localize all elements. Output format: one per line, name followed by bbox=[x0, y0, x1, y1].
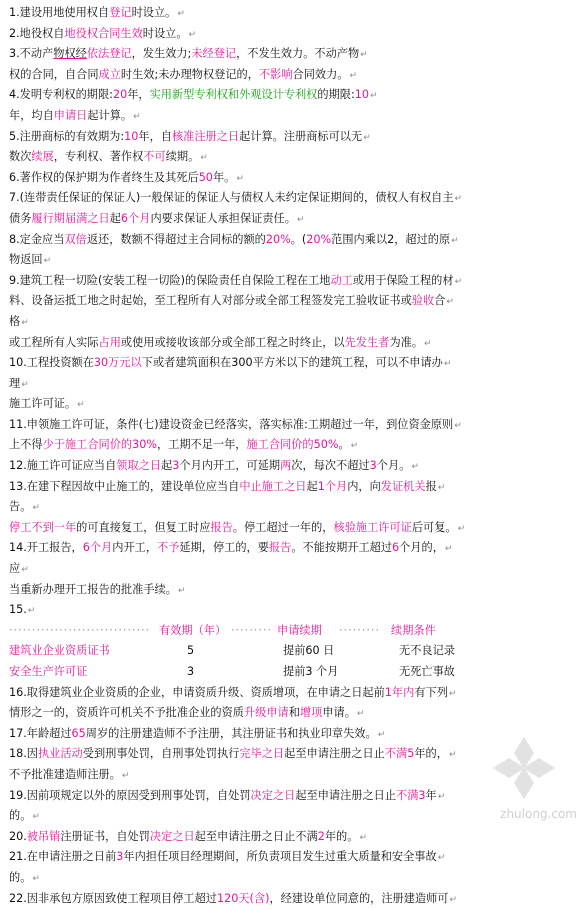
text-line bbox=[9, 456, 579, 477]
highlight-text: 决定之日 bbox=[149, 829, 195, 843]
text-segment: 的可直接复工，但复工时应 bbox=[76, 520, 211, 534]
highlight-text: 领取之日 bbox=[116, 459, 162, 473]
paragraph-mark-icon: ↵ bbox=[377, 729, 386, 740]
text-segment: 18.因 bbox=[9, 747, 38, 761]
highlight-text: 地役权合同生效 bbox=[64, 26, 143, 40]
highlight-text: 决定之日 bbox=[250, 788, 296, 802]
cell-cert-name: 建筑业企业资质证书 bbox=[9, 644, 110, 658]
highlight-text: 个月 bbox=[324, 479, 348, 493]
text-segment: 300 bbox=[231, 356, 253, 370]
header-condition: 续期条件 bbox=[391, 623, 436, 637]
text-line bbox=[9, 353, 579, 374]
text-segment: 物权经 bbox=[53, 47, 87, 61]
highlight-text: 50 bbox=[198, 170, 213, 184]
highlight-text: 不予 bbox=[157, 541, 180, 555]
paragraph-mark-icon: ↵ bbox=[454, 276, 463, 287]
highlight-text: 动工 bbox=[330, 273, 353, 287]
text-segment: 当重新办理开工报告的批准手续。 bbox=[9, 582, 177, 596]
text-segment: 19.因前项规定以外的原因受到刑事处罚，自处罚 bbox=[9, 788, 251, 802]
text-segment: ，不发生效力。不动产物 bbox=[236, 47, 360, 61]
paragraph-mark-icon: ↵ bbox=[443, 359, 452, 370]
text-segment: 格 bbox=[9, 314, 21, 328]
paragraph-mark-icon: ↵ bbox=[133, 111, 141, 122]
text-segment: 15. bbox=[9, 603, 27, 617]
paragraph-mark-icon: ↵ bbox=[21, 317, 29, 328]
highlight-text: 个月 bbox=[89, 541, 113, 555]
text-segment: 次，每次不超过 bbox=[291, 459, 370, 473]
highlight-text: 验收 bbox=[411, 294, 435, 308]
paragraph-mark-icon: ↵ bbox=[32, 812, 40, 823]
text-segment: 情形之一的，资质许可机关不予批准企业的资质 bbox=[9, 706, 244, 720]
text-segment: 年，自 bbox=[138, 129, 172, 143]
paragraph-mark-icon: ↵ bbox=[424, 338, 432, 349]
watermark-logo-icon bbox=[489, 733, 559, 803]
highlight-text: 1 bbox=[317, 479, 325, 493]
highlight-text: 履行期届满之日 bbox=[31, 211, 110, 225]
text-line bbox=[9, 291, 579, 312]
highlight-text: 完毕之日 bbox=[239, 747, 285, 761]
text-segment: 下或者建筑面积在 bbox=[141, 356, 232, 370]
paragraph-mark-icon: ↵ bbox=[350, 441, 359, 452]
text-line bbox=[9, 209, 579, 230]
text-line bbox=[9, 538, 579, 559]
text-segment: 返还，数额不得超过主合同标的额的 bbox=[86, 232, 266, 246]
highlight-text: 6 bbox=[120, 211, 129, 225]
highlight-text: 占用 bbox=[98, 335, 121, 349]
highlight-text: 登记 bbox=[109, 6, 132, 19]
highlight-text: 少于施工合同价的30% bbox=[42, 438, 157, 452]
highlight-text: 3 bbox=[172, 459, 180, 473]
highlight-text: 中止施工之日 bbox=[239, 479, 307, 493]
text-segment: 料、设备运抵工地之时起始，至工程所有人对部分或全部工程签发完工验收证书或 bbox=[9, 294, 412, 308]
text-segment: 施工许可证。 bbox=[9, 397, 77, 411]
text-segment: 起计算。 bbox=[87, 108, 133, 122]
paragraph-mark-icon: ↵ bbox=[121, 770, 130, 781]
text-segment: 或使用或接收该部分或全部工程之时终止，以 bbox=[120, 335, 345, 349]
text-segment: 物返回 bbox=[9, 253, 43, 267]
text-segment: 3.不动产 bbox=[9, 47, 54, 61]
text-segment: 周岁的注册建造师不予注册，其注册证书和执业印章失效。 bbox=[85, 726, 377, 740]
text-segment: 债务 bbox=[9, 211, 32, 225]
text-segment: 起 bbox=[161, 459, 173, 473]
highlight-text: 依法登记 bbox=[86, 47, 132, 61]
text-segment: 17.年龄超过 bbox=[9, 726, 72, 740]
text-line bbox=[9, 889, 579, 909]
paragraph-mark-icon: ↵ bbox=[177, 9, 185, 19]
highlight-text: 6 bbox=[392, 541, 400, 555]
highlight-text: 报告 bbox=[210, 520, 233, 534]
text-segment: 权的合同，自合同 bbox=[9, 67, 99, 81]
text-segment: 12.施工许可证应当自 bbox=[9, 459, 117, 473]
text-segment: 告。 bbox=[9, 500, 32, 514]
text-line bbox=[9, 374, 579, 395]
paragraph-mark-icon: ↵ bbox=[177, 585, 186, 596]
highlight-text: 核验施工许可证 bbox=[333, 520, 412, 534]
text-segment: 有下列 bbox=[414, 685, 448, 699]
highlight-text: 被吊销 bbox=[26, 829, 61, 843]
text-segment: 14.开工报告， bbox=[9, 541, 83, 555]
cell-years: 5 bbox=[187, 644, 195, 658]
paragraph-mark-icon: ↵ bbox=[437, 791, 446, 802]
text-segment: 起计算。注册商标可以无 bbox=[239, 129, 363, 143]
highlight-text: 实用新型专利权和外观设计专利权 bbox=[149, 88, 318, 102]
highlight-text: 年内 bbox=[391, 685, 415, 699]
text-segment: 年， bbox=[127, 88, 150, 102]
text-line bbox=[9, 333, 579, 354]
text-line bbox=[9, 44, 579, 65]
text-segment: 。( bbox=[290, 232, 307, 246]
paragraph-mark-icon: ↵ bbox=[454, 420, 462, 431]
highlight-text: 施工合同价的50% bbox=[246, 438, 339, 452]
text-segment: 上不得 bbox=[9, 438, 43, 452]
text-line bbox=[9, 600, 579, 621]
text-segment: 内开工， bbox=[112, 541, 158, 555]
text-segment: 起至申请注册之日止 bbox=[284, 747, 385, 761]
text-segment: 5.注册商标的有效期为: bbox=[9, 129, 125, 143]
highlight-text: 30 bbox=[93, 356, 109, 370]
text-line bbox=[9, 415, 579, 436]
highlight-text: 不影响 bbox=[258, 67, 293, 81]
highlight-text: 核准注册之日 bbox=[171, 129, 240, 143]
paragraph-mark-icon: ↵ bbox=[451, 235, 459, 246]
text-segment: 或用于保险工程的材 bbox=[352, 273, 454, 287]
text-line bbox=[9, 230, 579, 251]
paragraph-mark-icon: ↵ bbox=[32, 503, 40, 514]
text-line bbox=[9, 3, 579, 24]
text-segment: 为准。 bbox=[389, 335, 424, 349]
paragraph-mark-icon: ↵ bbox=[27, 606, 36, 617]
highlight-text: 天(含) bbox=[238, 891, 270, 905]
text-line bbox=[9, 85, 579, 106]
table-header-row bbox=[9, 621, 579, 642]
text-segment: 起 bbox=[109, 211, 121, 225]
text-line bbox=[9, 312, 579, 333]
text-segment: 时设立。 bbox=[142, 26, 188, 40]
validity-table bbox=[9, 621, 579, 683]
text-line bbox=[9, 806, 579, 827]
cell-advance: 提前3 个月 bbox=[283, 665, 339, 678]
highlight-text: 1 bbox=[384, 685, 392, 699]
highlight-text: 万元以 bbox=[108, 356, 142, 370]
text-line bbox=[9, 435, 579, 456]
text-segment: 应 bbox=[9, 562, 21, 576]
highlight-text: 3 bbox=[369, 459, 377, 473]
highlight-text: 申请日 bbox=[53, 108, 88, 122]
paragraph-mark-icon: ↵ bbox=[449, 894, 458, 905]
paragraph-mark-icon: ↵ bbox=[359, 832, 367, 843]
text-segment: 8.定金应当 bbox=[9, 232, 65, 246]
text-line bbox=[9, 65, 579, 86]
leader-dots: ········· bbox=[339, 623, 381, 637]
text-line bbox=[9, 127, 579, 148]
table-row bbox=[9, 662, 579, 683]
paragraph-mark-icon: ↵ bbox=[43, 256, 52, 267]
highlight-text: 不满3 bbox=[396, 788, 426, 802]
text-segment: 内要求保证人承担保证责任。 bbox=[150, 211, 296, 225]
highlight-text: 6 bbox=[82, 541, 90, 555]
text-segment: 11.申领施工许可证，条件(七)建设资金已经落实，落实标准:工期超过一年，到位资金原则 bbox=[9, 417, 454, 431]
paragraph-mark-icon: ↵ bbox=[437, 853, 446, 864]
text-segment: 13.在建下程因故中止施工的，建设单位应当自 bbox=[9, 479, 240, 493]
text-segment: 。停工超过一年的， bbox=[232, 520, 334, 534]
text-segment: 7.(连带责任保证的保证人)一般保证的保证人与债权人未约定保证期间的，债权人有权自主 bbox=[9, 191, 454, 205]
text-line bbox=[9, 106, 579, 127]
highlight-text: 个月 bbox=[128, 211, 151, 225]
highlight-text: 不可 bbox=[143, 150, 166, 164]
cell-advance: 提前60 日 bbox=[283, 644, 335, 658]
text-segment: 理 bbox=[9, 376, 21, 390]
header-renewal: 申请续期 bbox=[277, 623, 322, 637]
paragraph-mark-icon: ↵ bbox=[77, 400, 85, 411]
text-line bbox=[9, 188, 579, 209]
paragraph-mark-icon: ↵ bbox=[200, 153, 208, 164]
text-segment: 个月。 bbox=[376, 459, 411, 473]
text-line bbox=[9, 703, 579, 724]
text-segment: 21.在申请注册之日前 bbox=[9, 850, 117, 864]
text-segment: ，发生效力; bbox=[131, 47, 192, 61]
text-segment: 16.取得建筑业企业资质的企业，申请资质升级、资质增项，在申请之日起前 bbox=[9, 685, 385, 699]
highlight-text: 双倍 bbox=[64, 232, 87, 246]
text-segment: 报 bbox=[425, 479, 437, 493]
header-validity: 有效期（年） bbox=[159, 623, 227, 637]
text-segment: 续期。 bbox=[165, 150, 200, 164]
text-segment: 1.建设用地使用权自 bbox=[9, 6, 110, 19]
text-segment: 合同效力。 bbox=[292, 67, 349, 81]
highlight-text: 未经登记 bbox=[191, 47, 237, 61]
paragraph-mark-icon: ↵ bbox=[360, 50, 368, 61]
cell-cert-name: 安全生产许可证 bbox=[9, 665, 88, 678]
highlight-text: 10 bbox=[354, 88, 370, 102]
text-line bbox=[9, 827, 579, 848]
text-line bbox=[9, 147, 579, 168]
paragraph-mark-icon: ↵ bbox=[448, 750, 457, 761]
highlight-text: 两 bbox=[280, 459, 292, 473]
paragraph-mark-icon: ↵ bbox=[454, 194, 463, 205]
text-segment: 4.发明专利权的期限: bbox=[9, 88, 113, 102]
cell-condition: 无死亡事故 bbox=[399, 665, 455, 678]
text-segment: 范围内乘以2，超过的原 bbox=[331, 232, 451, 246]
paragraph-mark-icon: ↵ bbox=[21, 565, 29, 576]
text-segment: ，工期不足一年， bbox=[156, 438, 247, 452]
highlight-text: 不满5 bbox=[384, 747, 415, 761]
highlight-text: 65 bbox=[71, 726, 86, 740]
text-segment: ，专利权、著作权 bbox=[53, 150, 144, 164]
text-line bbox=[9, 394, 579, 415]
highlight-text: 增项 bbox=[299, 706, 323, 720]
text-segment: 后可复。 bbox=[411, 520, 457, 534]
text-segment: 数次 bbox=[9, 150, 32, 164]
text-segment: 年的。 bbox=[324, 829, 359, 843]
text-segment: 的期限: bbox=[317, 88, 355, 102]
text-line bbox=[9, 868, 579, 889]
paragraph-mark-icon: ↵ bbox=[356, 709, 365, 720]
paragraph-mark-icon: ↵ bbox=[21, 379, 29, 390]
cell-condition: 无不良记录 bbox=[399, 644, 455, 658]
text-segment: 22.因非承包方原因致使工程项目停工超过 bbox=[9, 891, 217, 905]
highlight-text: 执业活动 bbox=[37, 747, 83, 761]
text-segment: 6.著作权的保护期为作者终生及其死后 bbox=[9, 170, 199, 184]
paragraph-mark-icon: ↵ bbox=[363, 132, 371, 143]
text-segment: 的。 bbox=[9, 870, 32, 884]
text-segment: 内，向 bbox=[347, 479, 381, 493]
table-row bbox=[9, 641, 579, 662]
paragraph-mark-icon: ↵ bbox=[446, 297, 454, 308]
paragraph-mark-icon: ↵ bbox=[188, 29, 197, 40]
paragraph-mark-icon: ↵ bbox=[32, 873, 40, 884]
paragraph-mark-icon: ↵ bbox=[457, 523, 466, 534]
highlight-text: 续展 bbox=[31, 150, 54, 164]
highlight-text: 成立 bbox=[98, 67, 121, 81]
text-segment: 起 bbox=[306, 479, 318, 493]
text-segment: 9.建筑工程一切险(安装工程一切险)的保险责任自保险工程在工地 bbox=[9, 273, 331, 287]
text-segment: 个月内开工，可延期 bbox=[179, 459, 281, 473]
text-segment: 个月的， bbox=[399, 541, 444, 555]
highlight-text: 先发生者 bbox=[344, 335, 390, 349]
highlight-text: 20% bbox=[265, 232, 291, 246]
text-segment: 起至申请注册之日止 bbox=[295, 788, 397, 802]
paragraph-mark-icon: ↵ bbox=[411, 462, 419, 473]
text-segment: 年的， bbox=[414, 747, 448, 761]
text-segment: 时生效;未办理物权登记的， bbox=[120, 67, 259, 81]
text-segment: 。不能按期开工超过 bbox=[291, 541, 393, 555]
highlight-text: 20% bbox=[306, 232, 332, 246]
text-segment: 年 bbox=[425, 788, 437, 802]
text-segment: 20. bbox=[9, 829, 27, 843]
text-segment: 不予批准建造师注册。 bbox=[9, 767, 121, 781]
paragraph-mark-icon: ↵ bbox=[296, 214, 305, 225]
text-segment: 延期，停工的，要 bbox=[179, 541, 269, 555]
text-line bbox=[9, 683, 579, 704]
text-line bbox=[9, 24, 579, 45]
leader-dots: ······························· bbox=[9, 623, 151, 637]
text-line bbox=[9, 497, 579, 518]
highlight-text: 停工不到一年 bbox=[9, 520, 77, 534]
text-segment: 时设立。 bbox=[131, 6, 177, 19]
highlight-text: 2 bbox=[317, 829, 325, 843]
highlight-text: 20 bbox=[112, 88, 128, 102]
text-line bbox=[9, 559, 579, 580]
paragraph-mark-icon: ↵ bbox=[437, 482, 446, 493]
text-segment: 受到刑事处罚，自刑事处罚执行 bbox=[82, 747, 240, 761]
text-segment: 注册证书，自处罚 bbox=[60, 829, 150, 843]
paragraph-mark-icon: ↵ bbox=[370, 91, 378, 102]
highlight-text: 10 bbox=[124, 129, 139, 143]
text-segment: 起至申请注册之日止不满 bbox=[194, 829, 318, 843]
highlight-text: 120 bbox=[216, 891, 239, 905]
text-line bbox=[9, 847, 579, 868]
text-segment: 10.工程投资额在 bbox=[9, 356, 94, 370]
text-line bbox=[9, 250, 579, 271]
paragraph-mark-icon: ↵ bbox=[349, 70, 358, 81]
watermark-text: zhulong.com bbox=[500, 807, 577, 821]
text-line bbox=[9, 518, 579, 539]
highlight-text: 发证机关 bbox=[380, 479, 426, 493]
cell-years: 3 bbox=[187, 665, 195, 678]
text-segment: 年内担任项目经理期间，所负责项目发生过重大质量和安全事故 bbox=[123, 850, 437, 864]
text-segment: 申请。 bbox=[322, 706, 356, 720]
paragraph-mark-icon: ↵ bbox=[448, 688, 457, 699]
text-segment: 或工程所有人实际 bbox=[9, 335, 99, 349]
text-segment: 和 bbox=[288, 706, 300, 720]
text-segment: 2.地役权自 bbox=[9, 26, 65, 40]
paragraph-mark-icon: ↵ bbox=[236, 173, 244, 184]
text-segment: 。 bbox=[338, 438, 350, 452]
text-line bbox=[9, 477, 579, 498]
highlight-text: 升级申请 bbox=[243, 706, 289, 720]
text-segment: 平方米以下的建筑工程，可以不申请办 bbox=[252, 356, 443, 370]
text-line bbox=[9, 168, 579, 189]
leader-dots: ········· bbox=[231, 623, 273, 637]
paragraph-mark-icon: ↵ bbox=[444, 544, 453, 555]
text-line bbox=[9, 271, 579, 292]
text-segment: 合 bbox=[434, 294, 446, 308]
text-segment: 年，均自 bbox=[9, 108, 54, 122]
highlight-text: 3 bbox=[116, 850, 124, 864]
text-segment: ，经建设单位同意的，注册建造师可 bbox=[269, 891, 449, 905]
text-segment: 年。 bbox=[212, 170, 236, 184]
paragraph-block-1 bbox=[9, 3, 579, 621]
text-line bbox=[9, 580, 579, 601]
highlight-text: 报告 bbox=[268, 541, 292, 555]
text-segment: 的。 bbox=[9, 809, 32, 823]
